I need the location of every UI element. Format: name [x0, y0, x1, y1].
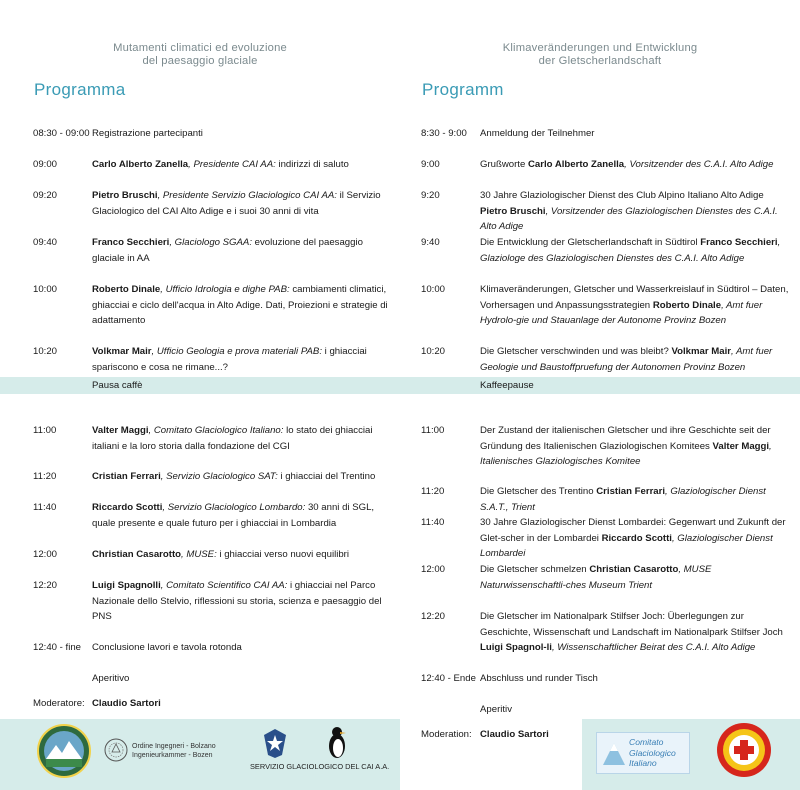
speaker-name: Riccardo Scotti — [92, 502, 163, 513]
program-description — [480, 344, 790, 375]
program-description — [92, 126, 390, 142]
speaker-name: Volkmar Mair — [671, 346, 731, 357]
speaker-name: Franco Secchieri — [92, 237, 170, 248]
speaker-role: , Ufficio Idrologia e dighe PAB: — [160, 284, 290, 295]
speaker-role: , Vorsitzender des C.A.I. Alto Adige — [624, 159, 774, 170]
program-description — [480, 188, 790, 235]
speaker-name: Christian Casarotto — [589, 564, 679, 575]
topic-text: cambiamenti climatici, ghiacciai e ciclo dell'acqua in Alto Adige. Dati, Proiezioni e strategie di adattamento — [92, 284, 388, 327]
heading-it — [0, 42, 400, 68]
program-description — [92, 671, 390, 687]
program-time: 08:30 - 09:00 — [33, 128, 90, 139]
speaker-role: , Comitato Glaciologico Italiano: — [148, 425, 284, 436]
heading-de-line2: der Gletscherlandschaft — [538, 55, 662, 67]
program-description — [92, 344, 390, 375]
topic-text: i ghiacciai del Trentino — [277, 471, 376, 482]
program-description — [480, 515, 790, 562]
penguin-icon — [326, 726, 348, 760]
program-time: 9:20 — [421, 190, 440, 201]
speaker-name: Cristian Ferrari — [596, 486, 666, 497]
speaker-role: , Glaziologischer Dienst S.A.T., Trient — [480, 486, 766, 513]
cgi-text — [629, 737, 676, 769]
program-description — [92, 500, 390, 531]
speaker-role: , Presidente Servizio Glaciologico CAI AA: — [157, 190, 337, 201]
topic-text: il Servizio Glaciologico del CAI Alto Adige e i suoi 30 anni di vita — [92, 190, 381, 217]
program-time: 12:20 — [421, 611, 446, 622]
topic-text: Aperitiv — [480, 704, 512, 715]
program-title-it: Programma — [34, 80, 126, 99]
program-description — [92, 469, 390, 485]
topic-text: lo stato dei ghiacciai italiani e la loro storia dalla fondazione del CGI — [92, 425, 373, 452]
ordine-line1: Ordine Ingegneri - Bolzano — [132, 743, 216, 750]
program-description — [92, 157, 390, 173]
glacier-icon — [601, 739, 627, 767]
speaker-role: , Italienisches Glaziologisches Komitee — [480, 440, 772, 468]
speaker-name: Carlo Alberto Zanella — [92, 159, 189, 170]
program-description — [92, 640, 390, 656]
program-time: 11:40 — [33, 502, 57, 513]
program-time: 09:00 — [33, 159, 58, 170]
topic-text: i ghiacciai verso nuovi equilibri — [216, 549, 349, 560]
topic-text: 30 anni di SGL, quale presente e quale futuro per i ghiacciai in Lombardia — [92, 502, 375, 529]
program-time: 11:00 — [33, 425, 57, 436]
program-description — [480, 282, 790, 329]
speaker-role: , MUSE: — [181, 549, 217, 560]
program-description — [92, 282, 390, 329]
program-title-de: Programm — [422, 80, 504, 99]
program-time: 12:20 — [33, 580, 58, 591]
speaker-role: , Glaciologo SGAA: — [169, 237, 252, 248]
speaker-role: , Glaziologe des Glaziologischen Dienstes des C.A.I. Alto Adige — [480, 237, 781, 264]
speaker-name: Valter Maggi — [712, 440, 770, 452]
ordine-ingegneri-seal-icon — [104, 728, 128, 772]
ordine-ingegneri-logo — [132, 742, 236, 760]
program-time: 11:40 — [421, 517, 445, 528]
heading-de-line1: Klimaveränderungen und Entwicklung — [502, 42, 698, 54]
program-description — [92, 188, 390, 219]
heading-it-line1: Mutamenti climatici ed evoluzione — [113, 42, 287, 54]
speaker-name: Christian Casarotto — [92, 549, 182, 560]
speaker-name: Carlo Alberto Zanella — [527, 159, 625, 170]
ordine-line2: Ingenieurkammer - Bozen — [132, 752, 213, 759]
speaker-role: , Comitato Scientifico CAI AA: — [160, 580, 288, 591]
speaker-role: , Vorsitzender des Glaziologischen Dienstes des C.A.I. Alto Adige — [480, 205, 778, 233]
program-time: 12:00 — [421, 564, 446, 575]
program-time: 9:40 — [421, 237, 440, 248]
program-time: 10:20 — [33, 346, 58, 357]
topic-text: Der Zustand der italienischen Gletscher und ihre Geschichte seit der Gründung des Italienischen Glaziologischen Komitees — [480, 425, 771, 452]
topic-text: Abschluss und runder Tisch — [480, 673, 598, 684]
heading-it-line2: del paesaggio glaciale — [142, 55, 258, 67]
topic-text: Registrazione partecipanti — [92, 128, 203, 139]
speaker-name: Pietro Bruschi — [92, 190, 158, 201]
moderator-name: Claudio Sartori — [480, 729, 549, 740]
speaker-name: Volkmar Mair — [92, 346, 152, 357]
moderator-label: Moderatore: — [33, 698, 85, 709]
topic-text: Die Gletscher des Trentino — [480, 486, 597, 497]
topic-text: indirizzi di saluto — [275, 159, 349, 170]
program-description — [480, 484, 790, 515]
topic-text: i ghiacciai spariscono e cosa ne rimane...? — [92, 346, 367, 373]
cai-emblem-icon — [262, 727, 288, 759]
speaker-name: Riccardo Scotti — [601, 532, 672, 544]
program-description — [480, 157, 790, 173]
program-description — [480, 562, 790, 593]
program-time: 11:20 — [33, 471, 57, 482]
speaker-name: Valter Maggi — [92, 425, 149, 436]
topic-text: Klimaveränderungen, Gletscher und Wasserkreislauf in Südtirol – Daten, Vorhersagen und Anpassungsstrategien — [480, 284, 789, 311]
cgi-line2: Glaciologico — [629, 747, 676, 758]
program-time: 9:00 — [421, 159, 440, 170]
speaker-role: , Wissenschaftlicher Beirat des C.A.I. Alto Adige — [551, 642, 756, 654]
pause-label-de: Kaffeepause — [480, 380, 534, 391]
topic-text: Die Gletscher schmelzen — [480, 564, 590, 575]
topic-text: Die Gletscher verschwinden und was bleibt? — [480, 346, 672, 357]
speaker-name: Luigi Spagnol-li — [480, 642, 552, 654]
program-description — [92, 235, 390, 266]
program-description — [92, 423, 390, 454]
program-description — [480, 235, 790, 266]
program-time: 12:40 - Ende — [421, 673, 476, 684]
program-description — [480, 423, 790, 470]
program-time: 10:00 — [421, 284, 446, 295]
topic-text: Aperitivo — [92, 673, 130, 684]
topic-text: evoluzione del paesaggio glaciale in AA — [92, 237, 363, 264]
topic-text: Anmeldung der Teilnehmer — [480, 128, 595, 139]
program-description — [480, 609, 790, 656]
speaker-name: Roberto Dinale — [652, 299, 722, 311]
topic-text: Die Gletscher im Nationalpark Stilfser Joch: Überlegungen zur Geschichte, Wissenschaft und Landschaft im Nationalpark Stilfser Joch — [480, 611, 783, 638]
speaker-role: , Servizio Glaciologico SAT: — [160, 471, 278, 482]
speaker-name: Cristian Ferrari — [92, 471, 161, 482]
topic-text: i ghiacciai nel Parco Nazionale dello Stelvio, riflessioni su storia, scienza e paesaggio del PNS — [92, 580, 382, 623]
speaker-role: , Amt fuer Geologie und Baustoffpruefung der Autonomen Provinz Bozen — [480, 346, 773, 373]
moderator-name: Claudio Sartori — [92, 698, 161, 709]
program-description — [480, 126, 790, 142]
servizio-glaciologico-label: SERVIZIO GLACIOLOGICO DEL CAI A.A. — [250, 762, 390, 771]
moderator-label: Moderation: — [421, 729, 472, 740]
program-time: 8:30 - 9:00 — [421, 128, 467, 139]
program-time: 11:00 — [421, 425, 445, 436]
topic-text: Grußworte — [480, 159, 528, 170]
comitato-scientifico-logo — [36, 723, 92, 779]
program-description — [480, 702, 790, 718]
heading-de — [400, 42, 800, 68]
program-time: 10:00 — [33, 284, 58, 295]
program-description — [92, 578, 390, 625]
speaker-role: , Amt fuer Hydrolo-gie und Stauanlage der Autonome Provinz Bozen — [480, 299, 763, 327]
soccorso-alpino-badge — [716, 722, 772, 778]
program-time: 11:20 — [421, 486, 445, 497]
cgi-line3: Italiano — [629, 758, 657, 768]
speaker-name: Pietro Bruschi — [480, 205, 546, 217]
program-description — [480, 671, 790, 687]
speaker-name: Roberto Dinale — [92, 284, 161, 295]
topic-text: 30 Jahre Glaziologischer Dienst Lombardei: Gegenwart und Zukunft der Glet-scher in der Lombardei — [480, 517, 786, 544]
program-time: 10:20 — [421, 346, 446, 357]
cgi-line1: Comitato — [629, 737, 664, 747]
program-time: 12:40 - fine — [33, 642, 82, 653]
speaker-role: , Servizio Glaciologico Lombardo: — [162, 502, 306, 513]
speaker-role: , MUSE Naturwissenschaftli-ches Museum Trient — [480, 564, 712, 591]
speaker-name: Luigi Spagnolli — [92, 580, 161, 591]
program-description — [92, 547, 390, 563]
column-german — [400, 0, 800, 790]
pause-label-it: Pausa caffè — [92, 380, 143, 391]
speaker-role: , Presidente CAI AA: — [188, 159, 276, 170]
speaker-role: , Ufficio Geologia e prova materiali PAB: — [151, 346, 322, 357]
comitato-glaciologico-logo — [596, 732, 690, 774]
program-time: 12:00 — [33, 549, 58, 560]
speaker-role: , Glaziologischer Dienst Lombardei — [480, 532, 773, 560]
speaker-name: Franco Secchieri — [700, 237, 778, 248]
program-time: 09:20 — [33, 190, 58, 201]
topic-text: Die Entwicklung der Gletscherlandschaft in Südtirol — [480, 237, 701, 248]
topic-text: 30 Jahre Glaziologischer Dienst des Club Alpino Italiano Alto Adige — [480, 190, 764, 201]
topic-text: Conclusione lavori e tavola rotonda — [92, 642, 242, 653]
program-time: 09:40 — [33, 237, 58, 248]
